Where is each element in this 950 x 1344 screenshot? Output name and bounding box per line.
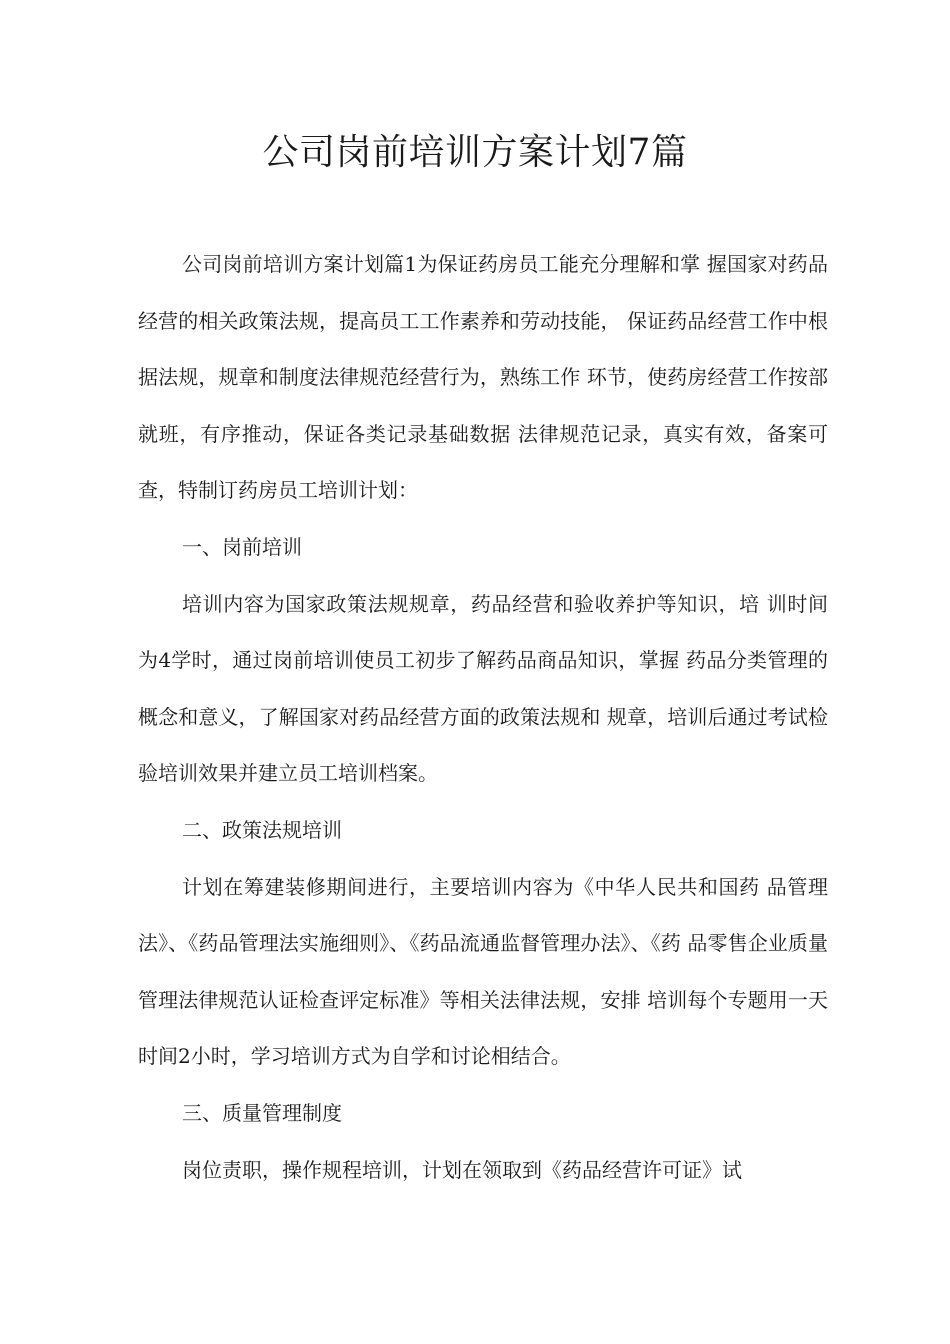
section-heading-3: 三、质量管理制度 [182,1100,342,1125]
document-title: 公司岗前培训方案计划7篇 [262,132,688,174]
section-paragraph-1: 培训内容为国家政策法规规章，药品经营和验收养护等知识，培 训时间为4学时，通过岗前培训使员工初步了解药品商品知识，掌握 药品分类管理的概念和意义，了解国家对药品经营方面的政策法规和 规章，培训后通过考试检验培训效果并建立员工培训档案。 [138,591,828,786]
section-paragraph-2: 计划在筹建装修期间进行，主要培训内容为《中华人民共和国药 品管理法》、《药品管理法实施细则》、《药品流通监督管理办法》、《药 品零售企业质量管理法律规范认证检查评定标准》等相关法律法规，安排 培训每个专题用一天时间2小时，学习培训方式为自学和讨论相结合。 [138,874,828,1069]
section-paragraph-3: 岗位责职，操作规程培训，计划在领取到《药品经营许可证》试 [182,1157,742,1182]
intro-paragraph: 公司岗前培训方案计划篇1为保证药房员工能充分理解和掌 握国家对药品经营的相关政策法规，提高员工工作素养和劳动技能， 保证药品经营工作中根据法规，规章和制度法律规范经营行为，熟练工作 环节，使药房经营工作按部就班，有序推动，保证各类记录基础数据 法律规范记录，真实有效，备案可查，特制订药房员工培训计划： [138,252,828,503]
section-heading-1: 一、岗前培训 [182,534,302,559]
document-body [138,236,828,1198]
section-heading-2: 二、政策法规培训 [182,817,342,842]
